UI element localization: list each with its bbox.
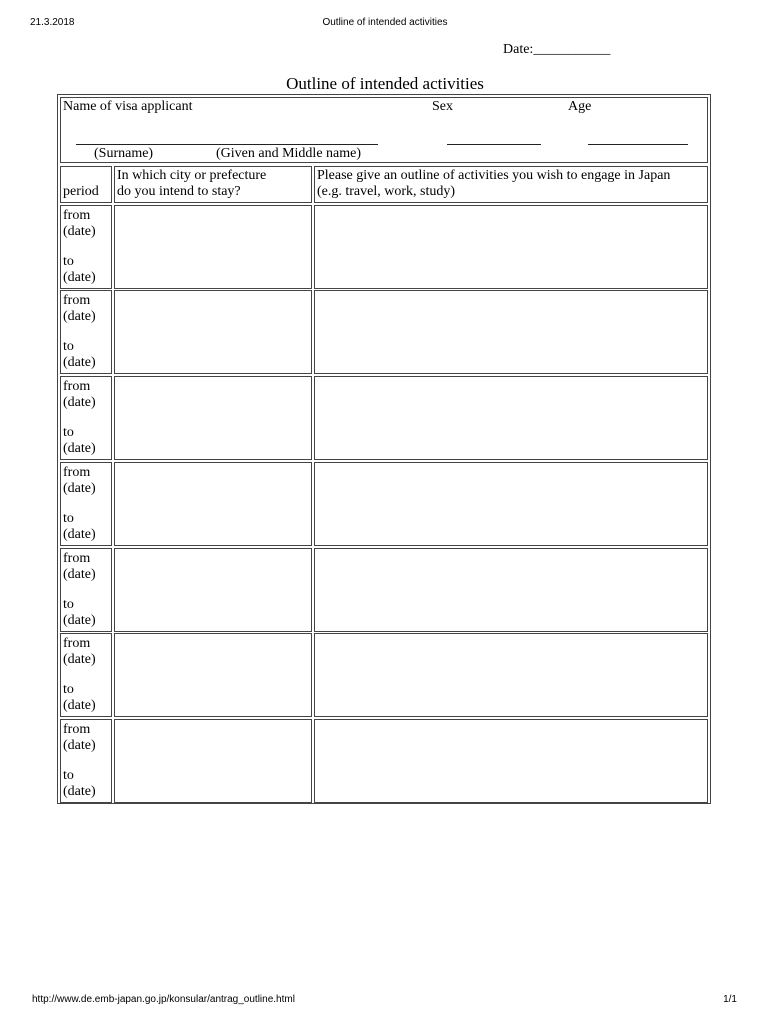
from-date-label: (date) — [63, 481, 96, 496]
from-label: from — [63, 465, 91, 480]
from-label: from — [63, 636, 91, 651]
from-label: from — [63, 722, 91, 737]
to-label: to — [63, 425, 74, 440]
city-input-cell[interactable] — [114, 205, 312, 289]
sex-underline[interactable] — [447, 144, 541, 145]
date-label: Date: — [503, 42, 534, 57]
given-name-label: (Given and Middle name) — [216, 146, 362, 161]
from-date-label: (date) — [63, 567, 96, 582]
activity-input-cell[interactable] — [314, 462, 708, 546]
print-header-date: 21.3.2018 — [30, 17, 75, 28]
to-date-label: (date) — [63, 270, 96, 285]
to-date-label: (date) — [63, 441, 96, 456]
to-label: to — [63, 511, 74, 526]
from-label: from — [63, 293, 91, 308]
period-cell — [60, 548, 112, 632]
print-footer-url: http://www.de.emb-japan.go.jp/konsular/antrag_outline.html — [32, 994, 295, 1005]
from-date-label: (date) — [63, 309, 96, 324]
period-cell — [60, 719, 112, 803]
from-date-label: (date) — [63, 395, 96, 410]
to-label: to — [63, 254, 74, 269]
age-underline[interactable] — [588, 144, 688, 145]
city-header — [114, 166, 312, 203]
sex-label: Sex — [432, 99, 453, 114]
from-label: from — [63, 208, 91, 223]
activity-input-cell[interactable] — [314, 719, 708, 803]
name-label: Name of visa applicant — [63, 99, 193, 114]
to-date-label: (date) — [63, 613, 96, 628]
period-cell — [60, 633, 112, 717]
to-label: to — [63, 768, 74, 783]
period-cell — [60, 462, 112, 546]
outline-header-line1: Please give an outline of activities you wish to engage in Japan — [317, 168, 671, 183]
to-date-label: (date) — [63, 355, 96, 370]
period-cell — [60, 205, 112, 289]
from-label: from — [63, 551, 91, 566]
from-date-label: (date) — [63, 224, 96, 239]
outline-header — [314, 166, 708, 203]
city-input-cell[interactable] — [114, 462, 312, 546]
period-header — [60, 166, 112, 203]
activity-input-cell[interactable] — [314, 548, 708, 632]
city-input-cell[interactable] — [114, 376, 312, 460]
city-header-line2: do you intend to stay? — [117, 184, 241, 199]
name-underline[interactable] — [76, 144, 378, 145]
to-label: to — [63, 682, 74, 697]
city-header-line1: In which city or prefecture — [117, 168, 267, 183]
to-label: to — [63, 597, 74, 612]
age-label: Age — [568, 99, 592, 114]
print-footer-page: 1/1 — [723, 994, 737, 1005]
print-header-title: Outline of intended activities — [322, 17, 448, 28]
activity-input-cell[interactable] — [314, 376, 708, 460]
from-label: from — [63, 379, 91, 394]
activity-input-cell[interactable] — [314, 633, 708, 717]
to-label: to — [63, 339, 74, 354]
outline-header-line2: (e.g. travel, work, study) — [317, 184, 456, 199]
to-date-label: (date) — [63, 527, 96, 542]
form-title: Outline of intended activities — [286, 74, 484, 93]
city-input-cell[interactable] — [114, 719, 312, 803]
surname-label: (Surname) — [94, 146, 154, 161]
date-blank: ___________ — [533, 42, 611, 57]
period-header-label: period — [63, 184, 99, 199]
date-field[interactable] — [503, 42, 610, 58]
period-cell — [60, 290, 112, 374]
from-date-label: (date) — [63, 652, 96, 667]
to-date-label: (date) — [63, 698, 96, 713]
city-input-cell[interactable] — [114, 290, 312, 374]
city-input-cell[interactable] — [114, 548, 312, 632]
activity-input-cell[interactable] — [314, 290, 708, 374]
period-cell — [60, 376, 112, 460]
from-date-label: (date) — [63, 738, 96, 753]
to-date-label: (date) — [63, 784, 96, 799]
city-input-cell[interactable] — [114, 633, 312, 717]
activity-input-cell[interactable] — [314, 205, 708, 289]
